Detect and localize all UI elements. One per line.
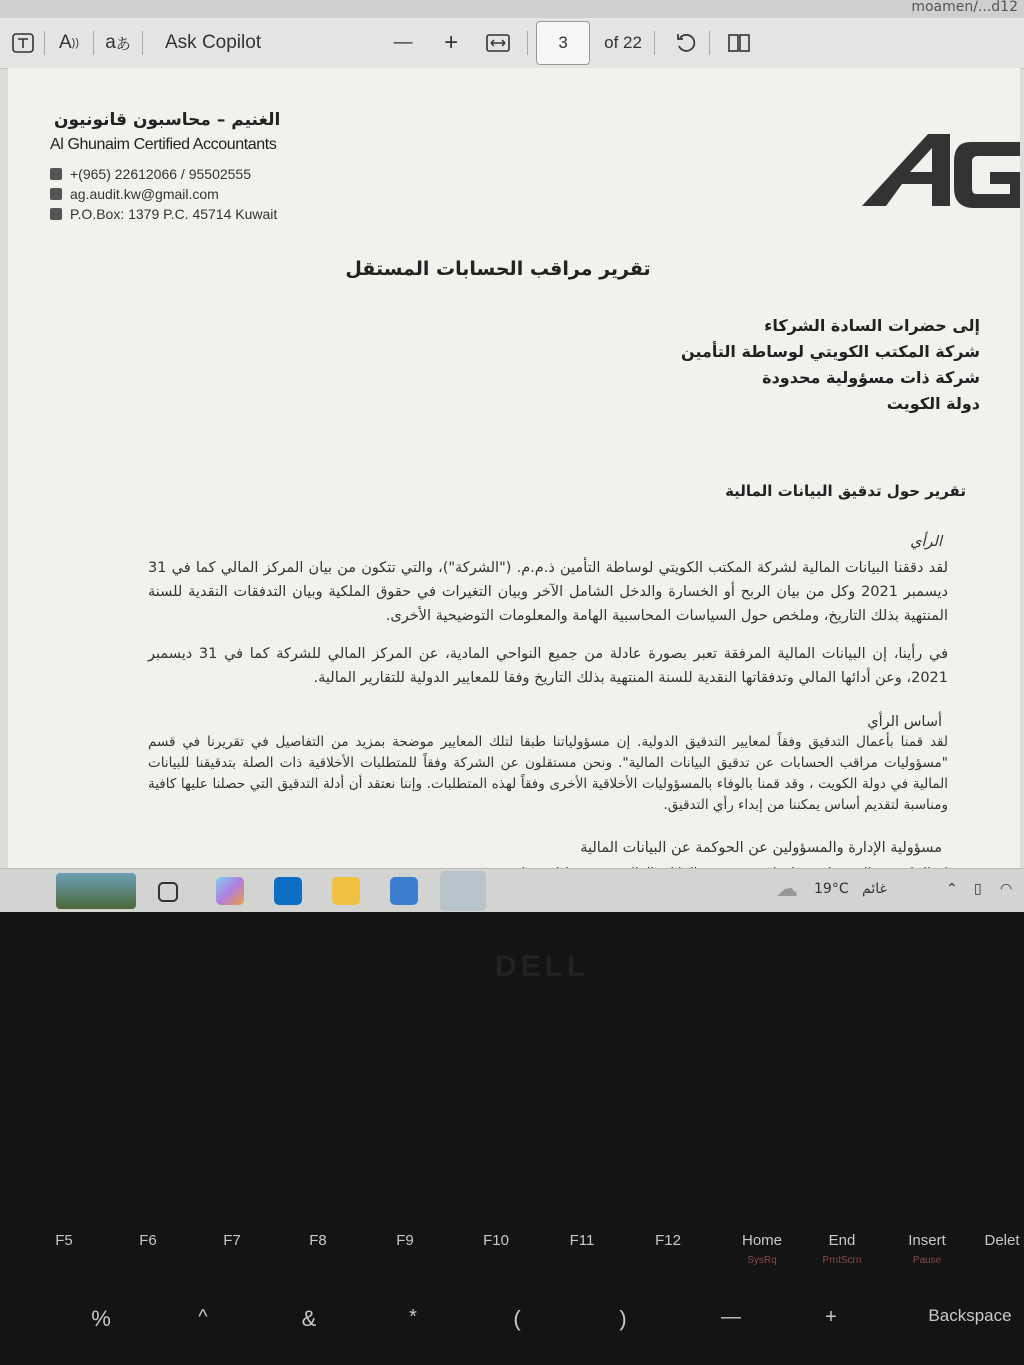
- key-caret[interactable]: ^: [198, 1306, 208, 1328]
- toolbar-divider: [527, 31, 528, 55]
- key-f8[interactable]: F8: [309, 1232, 327, 1249]
- key-ampersand[interactable]: &: [301, 1306, 317, 1331]
- report-title: تقرير مراقب الحسابات المستقل: [345, 258, 651, 280]
- firm-name-english: Al Ghunaim Certified Accountants: [50, 136, 277, 153]
- toolbar-divider: [93, 31, 94, 55]
- fit-width-icon[interactable]: [483, 26, 513, 60]
- page-view-icon[interactable]: [724, 26, 754, 60]
- ask-copilot-button[interactable]: Ask Copilot: [165, 32, 262, 53]
- contact-email: [50, 186, 219, 202]
- key-home[interactable]: Home SysRq: [741, 1232, 782, 1266]
- addressee-line-4: دولة الكويت: [886, 394, 980, 413]
- weather-icon: ☁: [776, 877, 798, 902]
- key-f5[interactable]: F5: [55, 1232, 73, 1249]
- key-open-paren[interactable]: (: [513, 1306, 521, 1331]
- basis-heading: أساس الرأي: [867, 714, 942, 730]
- firm-name-arabic: الغنيم – محاسبون قانونيون: [54, 110, 281, 130]
- file-explorer-icon[interactable]: [332, 877, 360, 905]
- addressee-line-2: شركة المكتب الكويتي لوساطة التأمين: [681, 342, 980, 361]
- opinion-paragraph-2: في رأينا، إن البيانات المالية المرفقة تعبر بصورة عادلة من جميع النواحي المادية، عن المركز المالي للشركة كما في 31 ديسمبر 2021، وعن أدائها المالي وتدفقاتها النقدية للسنة المنتهية بذلك التاريخ وفقا للمعايير الدولية للتقارير المالية.: [148, 646, 948, 686]
- weather-text[interactable]: غائم: [862, 881, 887, 897]
- page-number-input[interactable]: 3: [536, 21, 590, 65]
- address-bar-fragment[interactable]: moamen/...d12: [0, 0, 1024, 18]
- network-icon[interactable]: ◠: [1000, 881, 1013, 897]
- contact-pobox: [50, 206, 277, 222]
- toolbar-divider: [654, 31, 655, 55]
- key-f9[interactable]: F9: [396, 1232, 414, 1249]
- edge-icon[interactable]: [440, 871, 486, 911]
- phone-icon: [50, 168, 62, 180]
- key-close-paren[interactable]: ): [619, 1306, 627, 1331]
- rotate-icon[interactable]: [671, 26, 701, 60]
- key-end[interactable]: End PrntScrn: [822, 1232, 862, 1266]
- laptop-brand-logo: DELL: [495, 950, 590, 983]
- zoom-out-button[interactable]: —: [393, 32, 413, 53]
- section-heading: تقرير حول تدقيق البيانات المالية: [725, 482, 966, 500]
- key-f12[interactable]: F12: [655, 1232, 681, 1249]
- widgets-icon[interactable]: [56, 873, 136, 909]
- key-delete[interactable]: Delet: [984, 1232, 1020, 1249]
- task-view-icon[interactable]: [158, 882, 178, 902]
- contact-phone: [50, 166, 251, 182]
- opinion-paragraph-1: لقد دققنا البيانات المالية لشركة المكتب الكويتي لوساطة التأمين ذ.م.م. ("الشركة")، والتي تتكون من بيان المركز المالي كما في 31 ديسمبر 2021 وكل من بيان الربح أو الخسارة والدخل الشامل الآخر وبيان التغيرات في حقوق الملكية وبيان التدفقات النقدية للسنة المنتهية بذلك التاريخ، وملخص حول السياسات المحاسبية الهامة والمعلومات التوضيحية الأخرى.: [148, 560, 948, 624]
- basis-paragraph: لقد قمنا بأعمال التدقيق وفقاً لمعايير التدقيق الدولية. إن مسؤولياتنا طبقا لتلك المعايير موضحة بمزيد من التفاصيل في تقريرنا في قسم "مسؤوليات مراقب الحسابات عن تدقيق البيانات المالية". ونحن مستقلون عن الشركة وفقاً للمتطلبات الأخلاقية ذات الصلة بتدقيقنا للبيانات المالية في دولة الكويت ، وقد قمنا بالوفاء بالمسؤوليات الأخلاقية الأخرى وفقاً لهذه المتطلبات. وإننا نعتقد أن أدلة التدقيق التي حصلنا عليها كافية ومناسبة لتقديم أساس يمكننا من إبداء رأي التدقيق.: [148, 734, 948, 813]
- key-minus[interactable]: —: [721, 1306, 741, 1328]
- battery-icon[interactable]: ▯: [974, 881, 982, 897]
- weather-temp[interactable]: 19°C: [814, 881, 849, 897]
- copilot-icon[interactable]: [216, 877, 244, 905]
- opinion-heading: الرأي: [910, 534, 942, 550]
- outlook-icon[interactable]: [274, 877, 302, 905]
- translate-icon[interactable]: a あ: [105, 32, 131, 53]
- toolbar-divider: [44, 31, 45, 55]
- key-backspace[interactable]: Backspace: [928, 1306, 1012, 1325]
- addressee-line-1: إلى حضرات السادة الشركاء: [764, 316, 980, 335]
- read-aloud-icon[interactable]: A )): [58, 32, 79, 53]
- toolbar-divider: [142, 31, 143, 55]
- key-f7[interactable]: F7: [223, 1232, 241, 1249]
- toolbar-divider: [709, 31, 710, 55]
- key-f6[interactable]: F6: [139, 1232, 157, 1249]
- email-text: ag.audit.kw@gmail.com: [70, 186, 219, 202]
- phone-text: +(965) 22612066 / 95502555: [70, 166, 251, 182]
- key-insert[interactable]: Insert Pause: [908, 1232, 946, 1266]
- pdf-toolbar: [0, 18, 1024, 69]
- key-percent[interactable]: %: [91, 1306, 111, 1331]
- key-plus[interactable]: +: [825, 1306, 837, 1328]
- key-f10[interactable]: F10: [483, 1232, 509, 1249]
- email-icon: [50, 188, 62, 200]
- key-asterisk[interactable]: *: [409, 1306, 417, 1328]
- text-format-icon[interactable]: [10, 26, 36, 60]
- addressee-line-3: شركة ذات مسؤولية محدودة: [762, 368, 980, 387]
- show-hidden-icons[interactable]: ⌃: [946, 881, 958, 897]
- governance-heading: مسؤولية الإدارة والمسؤولين عن الحوكمة عن البيانات المالية: [580, 840, 942, 856]
- pobox-icon: [50, 208, 62, 220]
- logo-text: AG: [858, 226, 860, 227]
- windows-taskbar: [0, 868, 1024, 912]
- company-logo: [858, 128, 1020, 228]
- pobox-text: P.O.Box: 1379 P.C. 45714 Kuwait: [70, 206, 278, 222]
- zoom-in-button[interactable]: +: [444, 29, 459, 56]
- store-icon[interactable]: [390, 877, 418, 905]
- key-f11[interactable]: F11: [569, 1232, 595, 1249]
- pdf-page: [8, 68, 1020, 878]
- page-total: of 22: [604, 33, 642, 52]
